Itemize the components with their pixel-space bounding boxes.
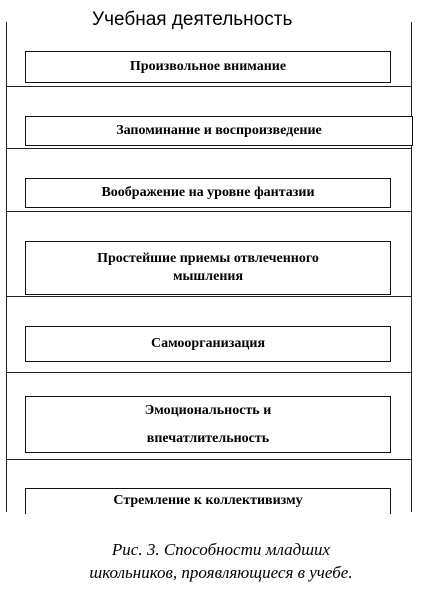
- page-title: Учебная деятельность: [92, 9, 293, 30]
- ability-label: Воображение на уровне фантазии: [101, 185, 315, 200]
- right-rail: [411, 22, 412, 512]
- ability-box-abstract-thinking: [25, 241, 391, 295]
- ability-label-line2: мышления: [172, 269, 244, 284]
- connector-line: [6, 459, 412, 460]
- ability-label: Самоорганизация: [150, 336, 266, 351]
- ability-label: Запоминание и воспроизведение: [116, 123, 322, 138]
- ability-box-emotionality: [25, 396, 391, 453]
- left-rail: [6, 22, 7, 512]
- connector-line: [6, 211, 412, 212]
- ability-box-collectivism: [25, 488, 391, 514]
- caption-line2: школьников, проявляющиеся в учебе.: [89, 563, 353, 582]
- ability-box-voluntary-attention: [25, 51, 391, 83]
- connector-line: [6, 86, 412, 87]
- figure-caption: [0, 538, 442, 584]
- connector-line: [6, 296, 412, 297]
- ability-label: Произвольное внимание: [129, 59, 287, 74]
- ability-box-imagination: [25, 178, 391, 208]
- connector-line: [6, 372, 412, 373]
- ability-box-memorization: [25, 116, 413, 146]
- ability-label-line1: Эмоциональность и: [144, 402, 272, 418]
- ability-label: Стремление к коллективизму: [113, 493, 303, 508]
- ability-label-line2: впечатлительность: [146, 430, 270, 446]
- connector-line: [6, 148, 412, 149]
- ability-label-line1: Простейшие приемы отвлеченного: [97, 251, 319, 266]
- caption-line1: Рис. 3. Способности младших: [111, 540, 331, 559]
- ability-box-self-organization: [25, 326, 391, 362]
